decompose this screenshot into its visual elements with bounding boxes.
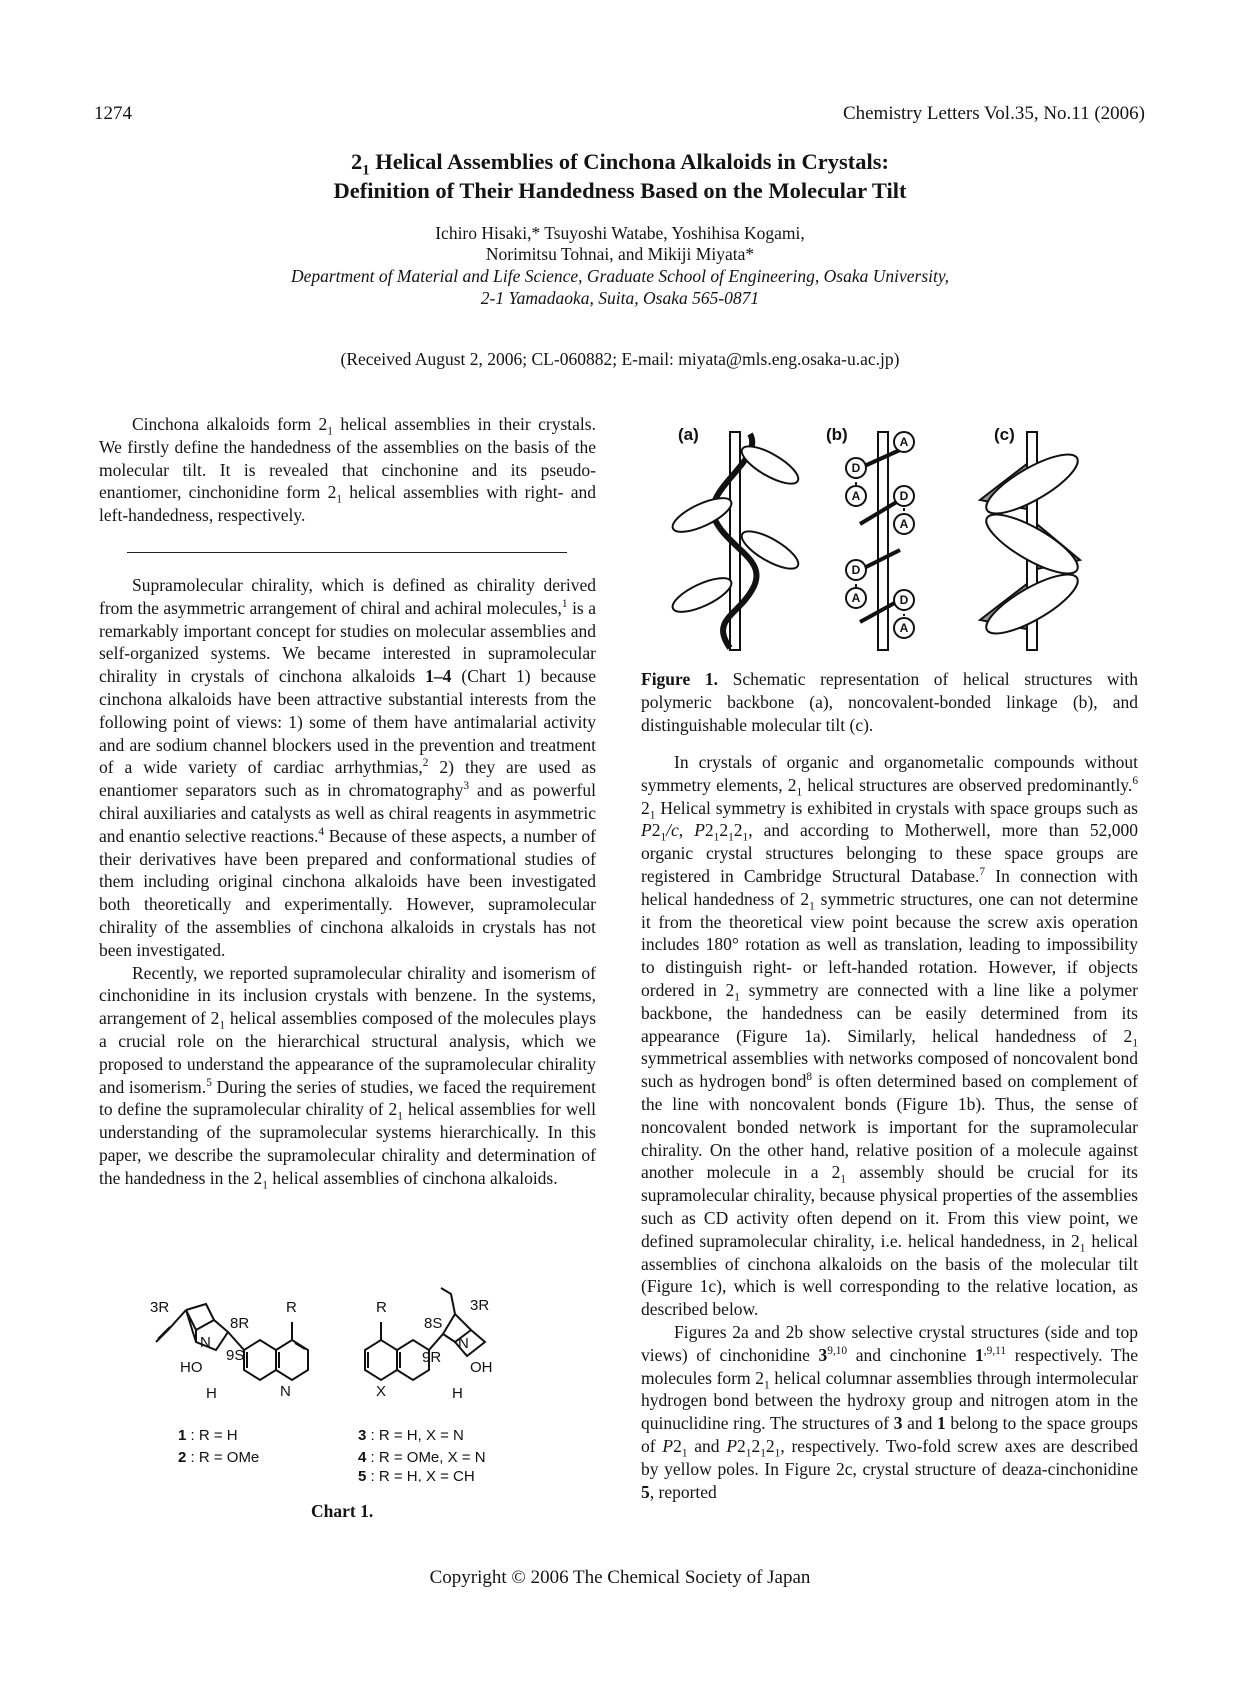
copyright-footer: Copyright © 2006 The Chemical Society of Japan (429, 1567, 811, 1588)
chart1-right-x: X (376, 1383, 387, 1400)
figure1-acceptor-label: A (899, 621, 909, 635)
figure1-acceptor-label: A (899, 435, 909, 449)
figure1-panel-a-label: (a) (678, 425, 699, 444)
chart1-entry4: 4 : R = OMe, X = N (358, 1449, 486, 1466)
chart1-left-cfg3: 9S (226, 1347, 245, 1364)
chart1-right-cfg1: 3R (470, 1297, 490, 1314)
chart1-right-cfg2: 8S (424, 1315, 443, 1332)
chart1-right-h: H (452, 1385, 463, 1402)
figure1-illustration (660, 420, 1120, 655)
chart1-left-h: H (206, 1385, 217, 1402)
intro-paragraph-2: Recently, we reported supramolecular chirality and isomerism of cinchonidine in its inclusion crystals with benzene. In the systems, arrangement of $2_1$ helical assemblies composed of the molecules plays a crucial role on the hierarchical structural analysis, which we proposed to understand the appearance of the supramolecular chirality and isomerism.$^5$ During the series of studies, we faced the requirement to define the supramolecular chirality of $2_1$ helical assemblies for well understanding of the supramolecular systems hierarchically. In this paper, we describe the supramolecular chirality and determination of the handedness in the $2_1$ helical assemblies of cinchona alkaloids. (99, 962, 597, 1192)
figure1-acceptor-label: A (851, 591, 861, 605)
chart1-left-n2: N (280, 1383, 291, 1400)
journal-citation: Chemistry Letters Vol.35, No.11 (2006) (842, 103, 1145, 124)
figure1-panel-a (668, 432, 803, 650)
figure1-panel-b (846, 432, 914, 650)
figure1-donor-label: D (899, 593, 909, 607)
chart1-left-r: R (286, 1299, 297, 1316)
figure1-donor-label: D (851, 461, 861, 475)
intro-body (99, 574, 596, 1190)
chart1-right-oh: OH (470, 1359, 493, 1376)
chart1-left-cfg1: 3R (150, 1299, 170, 1316)
figure1-donor-label: D (851, 563, 861, 577)
chart1-entry3: 3 : R = H, X = N (358, 1427, 464, 1444)
chart1-left-ho: HO (180, 1359, 203, 1376)
chart1-right-cfg3: 9R (422, 1349, 442, 1366)
figure1-panel-b-label: (b) (826, 425, 848, 444)
authors-line1: Ichiro Hisaki,* Tsuyoshi Watabe, Yoshihisa Kogami, (435, 223, 805, 243)
chart1-left-cfg2: 8R (230, 1315, 250, 1332)
chart1-entry1: 1 : R = H (178, 1427, 238, 1444)
figure1-panel-c (979, 432, 1085, 650)
affiliation-line2: 2-1 Yamadaoka, Suita, Osaka 565-0871 (480, 288, 760, 308)
page-number: 1274 (94, 103, 132, 124)
intro-paragraph-1: Supramolecular chirality, which is defined as chirality derived from the asymmetric arrangement of chiral and achiral molecules,$^1$ is a remarkably important concept for studies on molecular assemblies and self-organized systems. We became interested in supramolecular chirality in crystals of cinchona alkaloids 1–4 (Chart 1) because cinchona alkaloids have been attractive substantial interests from the following point of views: 1) some of them have antimalarial activity and are sodium channel blockers used in the prevention and treatment of a wide variety of cardiac arrhythmias,$^2$ 2) they are used as enantiomer separators such as in chromatography$^3$ and as powerful chiral auxiliaries and catalysts as well as chiral reagents in asymmetric and enantio selective reactions.$^4$ Because of these aspects, a number of their derivatives have been prepared and conformational studies of them including original cinchona alkaloids have been investigated both theoretically and experimentally. However, supramolecular chirality of the assemblies of cinchona alkaloids in crystals has not been investigated. (99, 575, 597, 960)
chart1-right-n1: N (458, 1335, 469, 1352)
chart1-caption: Chart 1. (311, 1501, 374, 1521)
chart1-entry2: 2 : R = OMe (178, 1449, 260, 1466)
chart1-structures (140, 1270, 580, 1482)
chart1-entry5: 5 : R = H, X = CH (358, 1468, 475, 1482)
chart1-right-r: R (376, 1299, 387, 1316)
abstract: Cinchona alkaloids form $2_1$ helical assemblies in their crystals. We firstly define the handedness of the assemblies on the basis of the molecular tilt. It is revealed that cinchonine and its pseudo-enantiomer, cinchonidine form $2_1$ helical assemblies with right- and left-handedness, respectively. (99, 414, 597, 526)
authors-line2: Norimitsu Tohnai, and Mikiji Miyata* (485, 244, 755, 264)
figure1-panel-c-label: (c) (994, 425, 1015, 444)
figure1-donor-label: D (899, 489, 909, 503)
article-title-line1: $2_1$ Helical Assemblies of Cinchona Alkaloids in Crystals: (351, 149, 889, 179)
affiliation-line1: Department of Material and Life Science, Graduate School of Engineering, Osaka University, (290, 266, 950, 286)
figure1-acceptor-label: A (851, 489, 861, 503)
figure1-acceptor-label: A (899, 517, 909, 531)
abstract-divider (127, 552, 567, 553)
chart1-left-n1: N (200, 1334, 211, 1351)
article-title-line2: Definition of Their Handedness Based on the Molecular Tilt (333, 178, 907, 203)
received-line: (Received August 2, 2006; CL-060882; E-mail: miyata@mls.eng.osaka-u.ac.jp) (340, 349, 900, 369)
right-paragraph-1: In crystals of organic and organometalic compounds without symmetry elements, $2_1$ helical structures are observed predominantly.$^6$ $2_1$ Helical symmetry is exhibited in crystals with space groups such as $P2_1/c$, $P2_12_12_1$, and according to Motherwell, more than 52,000 organic crystal structures belonging to these space groups are registered in Cambridge Structural Database.$^7$ In connection with helical handedness of $2_1$ symmetric structures, one can not determine it from the theoretical view point because the screw axis operation includes 180° rotation as well as translation, leading to impossibility to distinguish right- or left-handed rotation. However, if objects ordered in $2_1$ symmetry are connected with a line like a polymer backbone, the handedness can be easily determined from its appearance (Figure 1a). Similarly, helical handedness of $2_1$ symmetrical assemblies with networks composed of noncovalent bond such as hydrogen bond$^8$ is often determined based on complement of the line with noncovalent bonds (Figure 1b). Thus, the sense of noncovalent bonded network is important for the supramolecular chirality. On the other hand, relative position of a molecule against another molecule in a $2_1$ assembly should be crucial for its supramolecular chirality, because physical properties of the assemblies such as CD activity often depend on it. From this view point, we defined supramolecular chirality, i.e. helical handedness, in $2_1$ helical assemblies of cinchona alkaloids on the basis of the molecular tilt (Figure 1c), which is well corresponding to the relative location, as described below. (641, 752, 1138, 1320)
right-body (641, 751, 1138, 1503)
right-paragraph-2: Figures 2a and 2b show selective crystal structures (side and top views) of cinchonidine 3$^{9,10}$ and cinchonine $1^{,9,11}$ respectively. The molecules form $2_1$ helical columnar assemblies through intermolecular hydrogen bond between the hydroxy group and nitrogen atom in the quinuclidine ring. The structures of 3 and 1 belong to the space groups of $P2_1$ and $P2_12_12_1$, respectively. Two-fold screw axes are described by yellow poles. In Figure 2c, crystal structure of deaza-cinchonidine 5, reported (641, 1321, 1138, 1502)
figure1-caption: Figure 1. Schematic representation of helical structures with polymeric backbone (a), noncovalent-bonded linkage (b), and distinguishable molecular tilt (c). (641, 669, 1138, 735)
